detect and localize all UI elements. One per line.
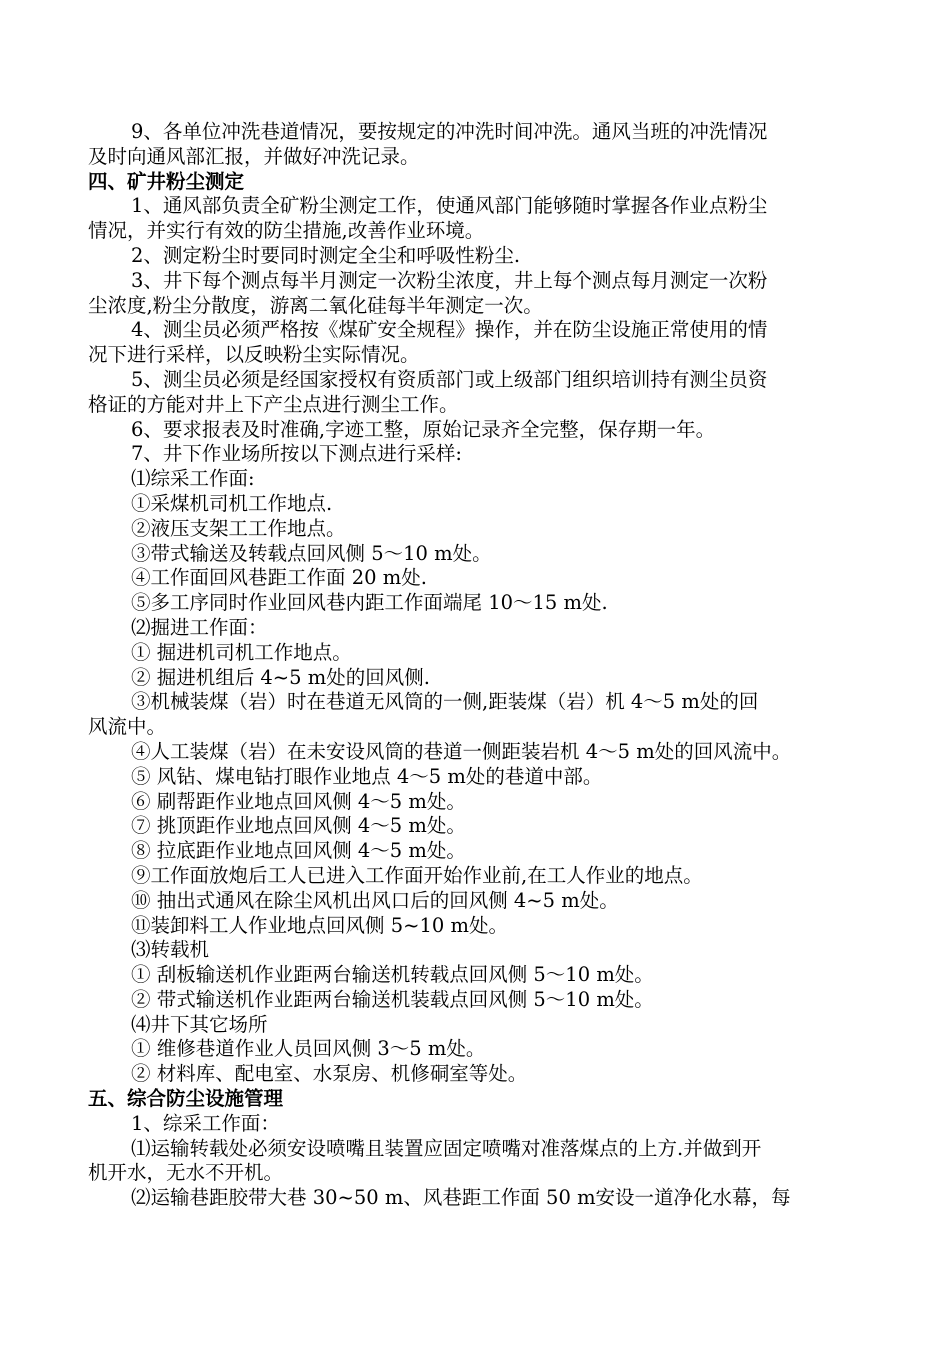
text-line: 况下进行采样，以反映粉尘实际情况。 — [88, 343, 420, 367]
text-line: ② 材料库、配电室、水泵房、机修硐室等处。 — [131, 1062, 528, 1086]
text-line: ③带式输送及转载点回风侧 5～10 m处。 — [131, 541, 492, 565]
text-line: 5、测尘员必须是经国家授权有资质部门或上级部门组织培训持有测尘员资 — [131, 367, 768, 391]
text-line: ⑪装卸料工人作业地点回风侧 5~10 m处。 — [131, 913, 508, 937]
text-line: ⑤多工序同时作业回风巷内距工作面端尾 10～15 m处. — [131, 591, 608, 615]
text-line: 7、井下作业场所按以下测点进行采样: — [131, 442, 462, 466]
text-line: 9、各单位冲洗巷道情况，要按规定的冲洗时间冲洗。通风当班的冲洗情况 — [131, 120, 768, 143]
text-line: 6、要求报表及时准确,字迹工整，原始记录齐全完整，保存期一年。 — [131, 417, 716, 441]
text-line: ① 维修巷道作业人员回风侧 3～5 m处。 — [131, 1037, 486, 1061]
text-line: 1、通风部负责全矿粉尘测定工作，使通风部门能够随时掌握各作业点粉尘 — [131, 194, 768, 218]
text-line: ① 刮板输送机作业距两台输送机转载点回风侧 5～10 m处。 — [131, 963, 654, 987]
document-page — [88, 120, 878, 1211]
text-line: ②液压支架工工作地点。 — [131, 516, 346, 540]
text-line: ⑴运输转载处必须安设喷嘴且装置应固定喷嘴对准落煤点的上方.并做到开 — [131, 1136, 762, 1160]
text-line: 情况，并实行有效的防尘措施,改善作业环境。 — [88, 219, 485, 243]
text-line: ① 掘进机司机工作地点。 — [131, 640, 352, 664]
text-line: 风流中。 — [88, 715, 167, 739]
text-line: ③机械装煤（岩）时在巷道无风筒的一侧,距装煤（岩）机 4～5 m处的回 — [131, 690, 759, 714]
text-line: ⑴综采工作面: — [131, 467, 255, 491]
text-line: ② 带式输送机作业距两台输送机装载点回风侧 5～10 m处。 — [131, 987, 654, 1011]
text-line: ⑧ 拉底距作业地点回风侧 4～5 m处。 — [131, 839, 466, 863]
text-line: 及时向通风部汇报，并做好冲洗记录。 — [88, 144, 420, 168]
text-line: ④工作面回风巷距工作面 20 m处. — [131, 566, 427, 590]
text-line: 格证的方能对井上下产尘点进行测尘工作。 — [88, 392, 459, 416]
text-line: ①采煤机司机工作地点. — [131, 491, 333, 515]
text-line: ② 掘进机组后 4~5 m处的回风侧. — [131, 665, 430, 689]
text-line: ④人工装煤（岩）在未安设风筒的巷道一侧距装岩机 4～5 m处的回风流中。 — [131, 739, 792, 763]
section-heading: 四、矿井粉尘测定 — [88, 169, 245, 193]
text-line: 机开水，无水不开机。 — [88, 1161, 284, 1185]
text-line: 3、井下每个测点每半月测定一次粉尘浓度，井上每个测点每月测定一次粉 — [131, 268, 768, 292]
text-line: ⑩ 抽出式通风在除尘风机出风口后的回风侧 4~5 m处。 — [131, 888, 619, 912]
text-line: 1、综采工作面： — [131, 1111, 280, 1135]
text-line: ⑤ 风钻、煤电钻打眼作业地点 4～5 m处的巷道中部。 — [131, 764, 603, 788]
text-line: 2、测定粉尘时要同时测定全尘和呼吸性粉尘. — [131, 243, 521, 267]
text-line: ⑶转载机 — [131, 938, 210, 962]
text-line: ⑵掘进工作面： — [131, 615, 268, 639]
text-line: 4、测尘员必须严格按《煤矿安全规程》操作，并在防尘设施正常使用的情 — [131, 318, 768, 342]
text-line: ⑷井下其它场所 — [131, 1012, 268, 1036]
text-line: ⑦ 挑顶距作业地点回风侧 4～5 m处。 — [131, 814, 466, 838]
section-heading: 五、综合防尘设施管理 — [88, 1087, 284, 1111]
text-line: 尘浓度,粉尘分散度，游离二氧化硅每半年测定一次。 — [88, 293, 543, 317]
text-line: ⑥ 刷帮距作业地点回风侧 4～5 m处。 — [131, 789, 466, 813]
text-line: ⑵运输巷距胶带大巷 30~50 m、风巷距工作面 50 m安设一道净化水幕，每 — [131, 1186, 791, 1210]
text-line: ⑨工作面放炮后工人已进入工作面开始作业前,在工人作业的地点。 — [131, 863, 703, 887]
